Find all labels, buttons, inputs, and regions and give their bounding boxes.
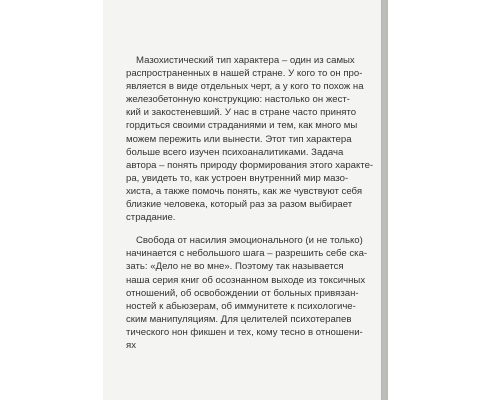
text-line: начинается с небольшого шага – разрешить себе ска- (126, 248, 368, 260)
text-line: ностей к абьюзерам, об иммунитете к психологиче- (126, 300, 356, 312)
text-line: гордиться своими страданиями и тем, как много мы (126, 120, 358, 132)
text-line: ях (126, 339, 136, 351)
text-line: Мазохистический тип характера – один из самых (136, 55, 355, 66)
blurb-paragraph-1 (126, 54, 376, 224)
blurb-paragraph-2 (126, 234, 376, 352)
text-line: распространенных в нашей стране. У кого то он про- (126, 68, 363, 80)
text-line: Свобода от насилия эмоционального (и не только) (136, 235, 363, 247)
text-line: кий и закостеневший. У нас в стране часто принято (126, 107, 357, 119)
text-line: ским манипуляциям. Для целителей психотерапев (126, 313, 352, 325)
text-line: близкие человека, который раз за разом выбирает (126, 199, 353, 211)
text-line: больше всего изучен психоаналитиками. Задача (126, 146, 344, 158)
text-line: автора – понять природу формирования этого характе- (126, 159, 374, 171)
blurb-text-block (126, 54, 376, 352)
text-line: страдание. (126, 212, 176, 224)
text-line: отношений, об освобождении от больных привязан- (126, 287, 359, 299)
text-line: железобетонную конструкцию: настолько он жест- (126, 94, 350, 106)
text-line: зать: «Дело не во мне». Поэтому так называется (126, 261, 344, 273)
text-line: является в виде отдельных черт, а у кого то похож на (126, 81, 364, 93)
text-line: хиста, а также помочь понять, как же чувствуют себя (126, 185, 363, 197)
text-line: наша серия книг об осознанном выходе из токсичных (126, 274, 366, 286)
text-line: можем пережить или вынести. Этот тип характера (126, 133, 352, 145)
text-line: тического нон фикшен и тех, кому тесно в отношени- (126, 326, 363, 338)
text-line: ра, увидеть то, как устроен внутренний мир мазо- (126, 172, 349, 184)
